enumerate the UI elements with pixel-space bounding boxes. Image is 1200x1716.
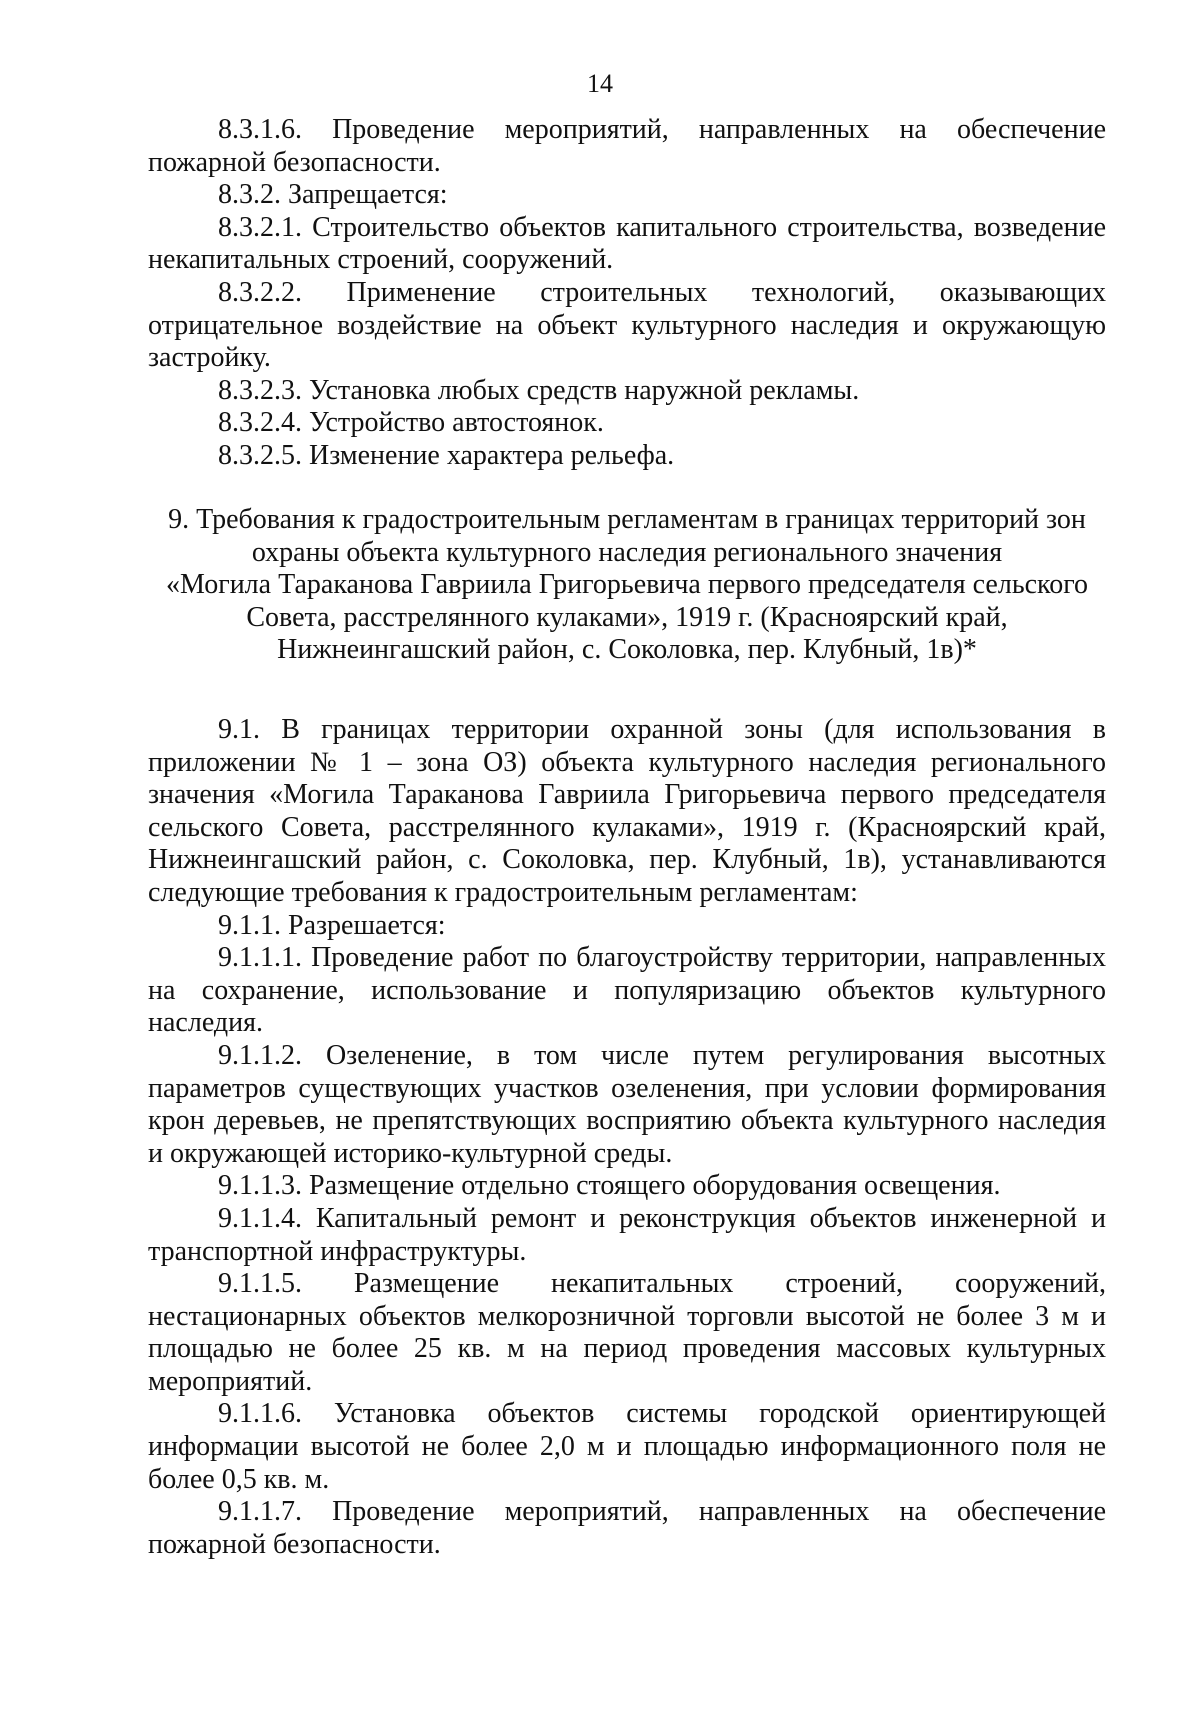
paragraph-8-3-1-6: 8.3.1.6. Проведение мероприятий, направленных на обеспечение пожарной безопасности. xyxy=(148,114,1106,178)
paragraph-9-1-1-4: 9.1.1.4. Капитальный ремонт и реконструкция объектов инженерной и транспортной инфраструктуры. xyxy=(148,1202,1106,1267)
paragraph-9-1-1-6: 9.1.1.6. Установка объектов системы городской ориентирующей информации высотой не более 2,0 м и площадью информационного поля не более 0,5 кв. м. xyxy=(148,1398,1106,1495)
paragraph-8-3-2: 8.3.2. Запрещается: xyxy=(218,179,448,211)
heading-line: 9. Требования к градостроительным регламентам в границах территорий зон xyxy=(168,504,1086,535)
section-8-text xyxy=(148,114,1106,473)
section-9-heading xyxy=(148,504,1106,667)
heading-line: Нижнеингашский район, с. Соколовка, пер. Клубный, 1в)* xyxy=(277,634,977,666)
page-number: 14 xyxy=(587,69,613,98)
heading-line: Совета, расстрелянного кулаками», 1919 г. (Красноярский край, xyxy=(246,601,1008,633)
paragraph-9-1-1-3: 9.1.1.3. Размещение отдельно стоящего оборудования освещения. xyxy=(218,1170,1001,1202)
paragraph-9-1-1-5: 9.1.1.5. Размещение некапитальных строений, сооружений, нестационарных объектов мелкорозничной торговли высотой не более 3 м и площадью не более 25 кв. м на период проведения массовых культурных мероприятий. xyxy=(148,1268,1106,1397)
paragraph-8-3-2-3: 8.3.2.3. Установка любых средств наружной рекламы. xyxy=(218,374,860,406)
paragraph-9-1-1-1: 9.1.1.1. Проведение работ по благоустройству территории, направленных на сохранение, использование и популяризацию объектов культурного наследия. xyxy=(148,942,1106,1039)
paragraph-8-3-2-5: 8.3.2.5. Изменение характера рельефа. xyxy=(218,439,675,471)
paragraph-8-3-2-2: 8.3.2.2. Применение строительных технологий, оказывающих отрицательное воздействие на объект культурного наследия и окружающую застройку. xyxy=(148,276,1106,374)
paragraph-8-3-2-1: 8.3.2.1. Строительство объектов капитального строительства, возведение некапитальных строений, сооружений. xyxy=(148,211,1106,276)
paragraph-9-1: 9.1. В границах территории охранной зоны (для использования в приложении № 1 – зона ОЗ) объекта культурного наследия регионального значения «Могила Тараканова Гавриила Григорьевича первого председателя сельского Совета, расстрелянного кулаками», 1919 г. (Красноярский край, Нижнеингашский район, с. Соколовка, пер. Клубный, 1в), устанавливаются следующие требования к градостроительным регламентам: xyxy=(148,714,1106,908)
heading-line: «Могила Тараканова Гавриила Григорьевича первого председателя сельского xyxy=(166,569,1088,601)
paragraph-8-3-2-4: 8.3.2.4. Устройство автостоянок. xyxy=(218,407,604,439)
paragraph-9-1-1-2: 9.1.1.2. Озеленение, в том числе путем регулирования высотных параметров существующих участков озеленения, при условии формирования крон деревьев, не препятствующих восприятию объекта культурного наследия и окружающей историко-культурной среды. xyxy=(148,1039,1106,1169)
heading-line: охраны объекта культурного наследия регионального значения xyxy=(251,536,1003,568)
paragraph-9-1-1-7: 9.1.1.7. Проведение мероприятий, направленных на обеспечение пожарной безопасности. xyxy=(148,1496,1106,1560)
section-9-text xyxy=(148,714,1106,1561)
paragraph-9-1-1: 9.1.1. Разрешается: xyxy=(218,909,446,941)
